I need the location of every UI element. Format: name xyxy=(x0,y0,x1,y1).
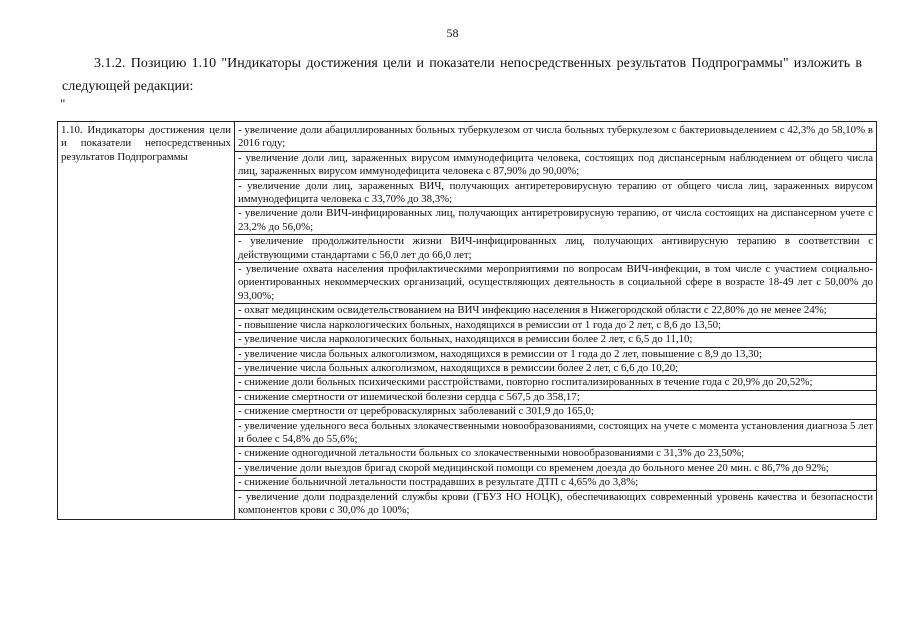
list-item: - увеличение доли лиц, зараженных вирусом иммунодефицита человека, состоящих под диспансерным наблюдением от общего числа лиц, зараженных вирусом иммунодефицита человека с 87,90% до 90,00%; xyxy=(235,152,876,180)
list-item: - увеличение числа больных алкоголизмом, находящихся в ремиссии от 1 года до 2 лет, повышение с 8,9 до 13,30; xyxy=(235,348,876,362)
list-item: - увеличение числа больных алкоголизмом, находящихся в ремиссии более 2 лет, с 6,6 до 10,20; xyxy=(235,362,876,376)
list-item: - снижение смертности от ишемической болезни сердца с 567,5 до 358,17; xyxy=(235,391,876,405)
list-item: - снижение больничной летальности пострадавших в результате ДТП с 4,65% до 3,8%; xyxy=(235,476,876,490)
list-item: - увеличение числа наркологических больных, находящихся в ремиссии более 2 лет, с 6,5 до 11,10; xyxy=(235,333,876,347)
indicators-table xyxy=(57,121,877,520)
list-item: - увеличение удельного веса больных злокачественными новообразованиями, состоящих на учете с момента установления диагноза 5 лет и более с 54,8% до 55,6%; xyxy=(235,420,876,448)
list-item: - увеличение доли лиц, зараженных ВИЧ, получающих антиретеровирусную терапию от общего числа лиц, зараженных вирусом иммунодефицита человека с 33,70% до 38,3%; xyxy=(235,180,876,208)
list-item: - снижение доли больных психическими расстройствами, повторно госпитализированных в течение года с 20,9% до 20,52%; xyxy=(235,376,876,390)
list-item: - увеличение доли абациллированных больных туберкулезом от числа больных туберкулезом с бактериовыделением с 42,3% до 58,10% в 2016 году; xyxy=(235,124,876,152)
page-number: 58 xyxy=(446,26,459,40)
list-item: - повышение числа наркологических больных, находящихся в ремиссии от 1 года до 2 лет, с 8,6 до 13,50; xyxy=(235,319,876,333)
list-item: - увеличение продолжительности жизни ВИЧ-инфицированных лиц, получающих антивирусную терапию в соответствии с действующими стандартами с 56,0 лет до 66,0 лет; xyxy=(235,235,876,263)
table-row xyxy=(58,122,877,520)
list-item: - увеличение доли ВИЧ-инфицированных лиц, получающих антиретровирусную терапию, от числа состоящих на диспансерном учете с 23,2% до 56,0%; xyxy=(235,207,876,235)
opening-quote: " xyxy=(60,96,66,111)
list-item: - охват медицинским освидетельствованием на ВИЧ инфекцию населения в Нижегородской области с 22,80% до не менее 24%; xyxy=(235,304,876,318)
list-item: - увеличение доли выездов бригад скорой медицинской помощи со временем доезда до больного менее 20 мин. с 86,7% до 92%; xyxy=(235,462,876,476)
intro-paragraph: 3.1.2. Позицию 1.10 "Индикаторы достижения цели и показатели непосредственных результатов Подпрограммы" изложить в следующей редакции: xyxy=(62,56,862,94)
list-item: - увеличение охвата населения профилактическими мероприятиями по вопросам ВИЧ-инфекции, в том числе с участием социально-ориентированных некоммерческих организаций, осуществляющих деятельность в социальной сфере в возрасте 18-49 лет с 50,00% до 93,00%; xyxy=(235,263,876,304)
list-item: - снижение одногодичной летальности больных со злокачественными новообразованиями с 31,3% до 23,50%; xyxy=(235,447,876,461)
position-label: 1.10. Индикаторы достижения цели и показатели непосредственных результатов Подпрограммы xyxy=(58,122,235,520)
indicators-list xyxy=(235,122,877,520)
list-item: - снижение смертности от цереброваскулярных заболеваний с 301,9 до 165,0; xyxy=(235,405,876,419)
list-item: - увеличение доли подразделений службы крови (ГБУЗ НО НОЦК), обеспечивающих современный уровень качества и безопасности компонентов крови с 30,0% до 100%; xyxy=(238,490,873,516)
